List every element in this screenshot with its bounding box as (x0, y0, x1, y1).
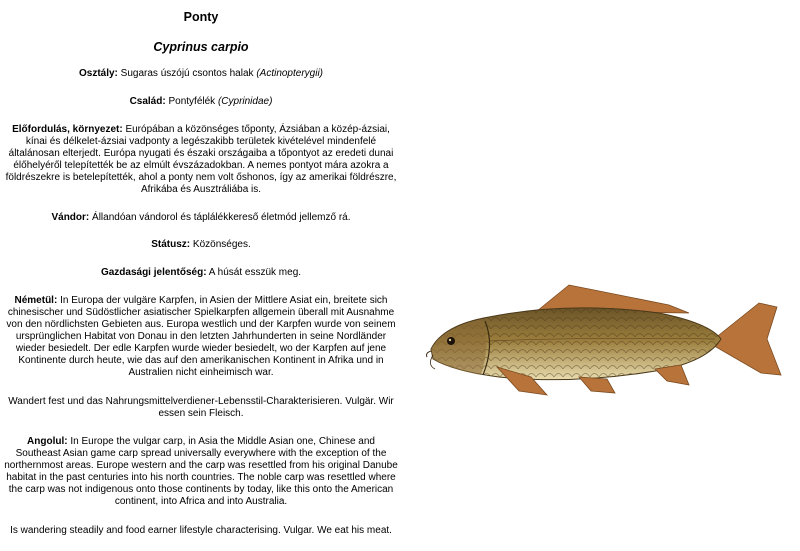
carp-image (419, 281, 792, 406)
occurrence-text: Európában a közönséges tőponty, Ázsiában a közép-ázsiai, kínai és délkelet-ázsiai vadponty a legészakibb területek kivételével mindenfelé általánosan elterjedt. Európa nyugati és északi országaiba a tőpontyot az eredeti dunai élőhelyéről telepítették be az elmúlt évszázadokban. A nemes pontyot mára azokra a földrészekre is betelepítették, ahol a ponty nem volt őshonos, így az amerikai földrészre, Afrikába és Ausztráliába is. (5, 124, 397, 195)
german-label: Németül: (14, 295, 58, 306)
german-paragraph-2: Wandert fest und das Nahrungsmittelverdiener-Lebensstil-Charakterisieren. Vulgär. Wir essen sein Fleisch. (8, 396, 394, 419)
status-text: Közönséges. (192, 239, 251, 250)
class-label: Osztály: (78, 68, 118, 79)
class-value: Sugaras úszójú csontos halak (120, 68, 257, 79)
english-paragraph (4, 436, 398, 508)
class-line (4, 68, 398, 80)
migration-text: Állandóan vándorol és táplálékkereső életmód jellemző rá. (92, 212, 351, 223)
migration-label: Vándor: (51, 212, 90, 223)
english-label: Angolul: (27, 436, 68, 447)
economic-line (4, 267, 398, 279)
page-title: Ponty (183, 10, 219, 24)
family-latin: (Cyprinidae) (217, 96, 273, 107)
english-paragraph-2: Is wandering steadily and food earner lifestyle characterising. Vulgar. We eat his meat. (10, 525, 392, 536)
english-text: In Europe the vulgar carp, in Asia the Middle Asian one, Chinese and Southeast Asian game carp spread universally everywhere with the exception of the northernmost areas. Europe western and the carp was resettled from his original Danube habitat in the past centuries into his north countries. The noble carp was resettled where the carp was not indigenous onto those continents by today, like this onto the American continent, into Africa and into Australia. (4, 436, 398, 507)
migration-line (4, 212, 398, 224)
economic-label: Gazdasági jelentőség: (100, 267, 207, 278)
occurrence-label: Előfordulás, környezet: (12, 124, 123, 135)
scientific-name: Cyprinus carpio (153, 40, 249, 54)
family-line (4, 96, 398, 108)
family-value: Pontyfélék (168, 96, 218, 107)
carp-illustration (419, 281, 792, 406)
german-text: In Europa der vulgäre Karpfen, in Asien der Mittlere Asiat ein, breitete sich chinesischer und Südöstlicher asiatischer Spielkarpfen allgemein überall mit Ausnahme von den nördlichsten Gebieten aus. Europa westlich und der Karpfen wurde von seinem ursprünglichen Habitat von Donau in den letzten Jahrhunderten in seine Nordländer wieder besiedelt. Der edle Karpfen wurde wieder besiedelt, wo der Karpfen auf jene Kontinente durch heute, wie das auf den amerikanischen Kontinent in Afrika und in Australien nicht einheimisch war. (6, 295, 396, 378)
status-label: Státusz: (151, 239, 191, 250)
family-label: Család: (129, 96, 166, 107)
status-line (4, 239, 398, 251)
occurrence-paragraph (4, 124, 398, 196)
class-latin: (Actinopterygii) (256, 68, 324, 79)
german-paragraph (4, 295, 398, 379)
economic-text: A húsát esszük meg. (208, 267, 302, 278)
